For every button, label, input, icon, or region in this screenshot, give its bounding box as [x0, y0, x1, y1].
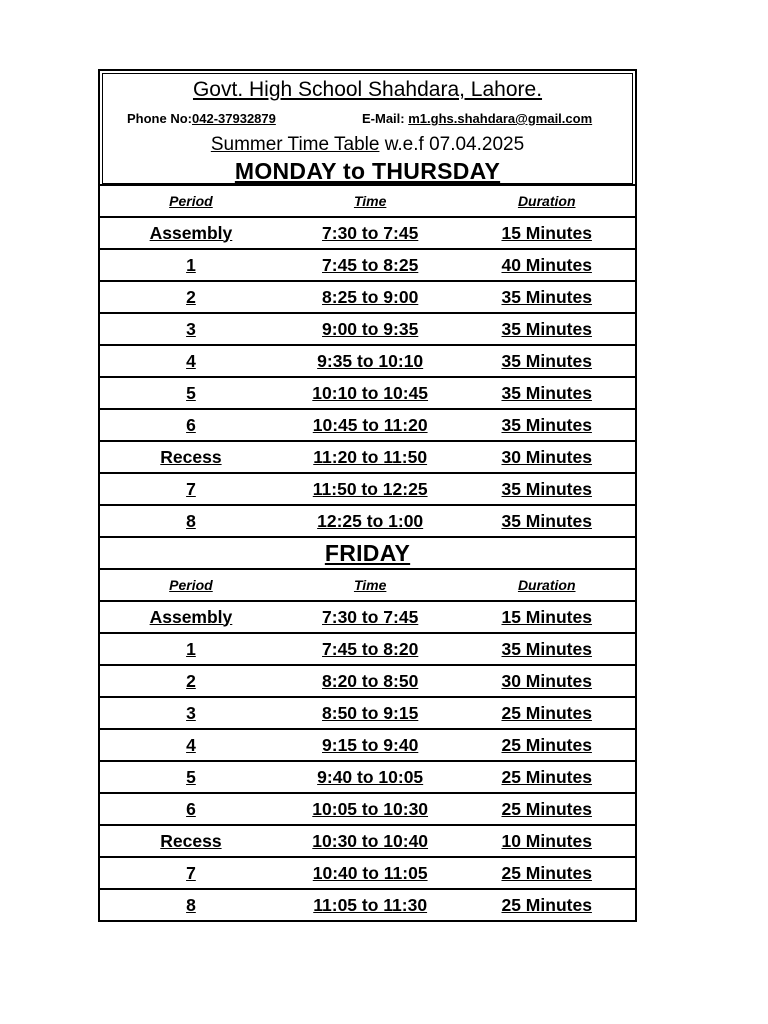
cell-time: 11:20 to 11:50	[282, 441, 459, 473]
cell-duration: 15 Minutes	[458, 217, 635, 249]
schedule-row	[100, 441, 635, 473]
schedule-row	[100, 633, 635, 665]
email-info	[362, 111, 592, 126]
cell-duration: 10 Minutes	[458, 825, 635, 857]
cell-period: Recess	[100, 825, 282, 857]
column-header-time: Time	[282, 569, 459, 601]
column-header-row	[100, 569, 635, 601]
cell-duration: 25 Minutes	[458, 761, 635, 793]
cell-period: Assembly	[100, 601, 282, 633]
cell-time: 10:40 to 11:05	[282, 857, 459, 889]
schedule-row	[100, 473, 635, 505]
cell-duration: 35 Minutes	[458, 345, 635, 377]
cell-period: 8	[100, 505, 282, 537]
column-header-duration: Duration	[458, 569, 635, 601]
timetable-subtitle	[103, 134, 632, 156]
cell-time: 11:50 to 12:25	[282, 473, 459, 505]
cell-period: 4	[100, 345, 282, 377]
timetable-header	[102, 73, 633, 184]
column-header-duration: Duration	[458, 185, 635, 217]
cell-duration: 15 Minutes	[458, 601, 635, 633]
schedule-row	[100, 889, 635, 920]
cell-time: 9:15 to 9:40	[282, 729, 459, 761]
column-header-row	[100, 185, 635, 217]
cell-period: 6	[100, 409, 282, 441]
schedule-row	[100, 697, 635, 729]
cell-duration: 35 Minutes	[458, 377, 635, 409]
cell-duration: 35 Minutes	[458, 409, 635, 441]
cell-period: 2	[100, 281, 282, 313]
cell-duration: 25 Minutes	[458, 793, 635, 825]
schedule-row	[100, 409, 635, 441]
days-title: MONDAY to THURSDAY	[234, 158, 501, 184]
cell-duration: 35 Minutes	[458, 633, 635, 665]
cell-duration: 40 Minutes	[458, 249, 635, 281]
cell-period: Assembly	[100, 217, 282, 249]
schedule-row	[100, 313, 635, 345]
cell-duration: 25 Minutes	[458, 889, 635, 920]
phone-label: Phone No:	[127, 111, 192, 126]
cell-time: 8:25 to 9:00	[282, 281, 459, 313]
cell-duration: 35 Minutes	[458, 281, 635, 313]
cell-time: 9:35 to 10:10	[282, 345, 459, 377]
schedule-row	[100, 601, 635, 633]
cell-duration: 25 Minutes	[458, 697, 635, 729]
schedule-row	[100, 281, 635, 313]
schedule-row	[100, 377, 635, 409]
cell-time: 10:30 to 10:40	[282, 825, 459, 857]
cell-time: 11:05 to 11:30	[282, 889, 459, 920]
cell-period: 8	[100, 889, 282, 920]
schedule-row	[100, 217, 635, 249]
cell-period: 7	[100, 473, 282, 505]
school-name: Govt. High School Shahdara, Lahore.	[192, 78, 543, 101]
cell-duration: 25 Minutes	[458, 857, 635, 889]
schedule-row	[100, 761, 635, 793]
schedule-row	[100, 665, 635, 697]
timetable-sheet	[98, 69, 637, 922]
phone-number: 042-37932879	[192, 111, 276, 126]
cell-duration: 35 Minutes	[458, 473, 635, 505]
schedule-table	[100, 184, 635, 920]
schedule-row	[100, 345, 635, 377]
cell-period: 1	[100, 249, 282, 281]
subtitle-date: w.e.f 07.04.2025	[379, 134, 525, 155]
schedule-row	[100, 505, 635, 537]
friday-title-row	[100, 537, 635, 569]
column-header-period: Period	[100, 569, 282, 601]
cell-time: 9:00 to 9:35	[282, 313, 459, 345]
cell-period: 2	[100, 665, 282, 697]
cell-time: 7:45 to 8:25	[282, 249, 459, 281]
cell-time: 7:30 to 7:45	[282, 601, 459, 633]
cell-time: 10:10 to 10:45	[282, 377, 459, 409]
friday-schedule	[100, 569, 635, 920]
subtitle-main: Summer Time Table	[210, 134, 380, 155]
cell-period: 3	[100, 313, 282, 345]
cell-period: 6	[100, 793, 282, 825]
cell-time: 8:50 to 9:15	[282, 697, 459, 729]
schedule-row	[100, 729, 635, 761]
friday-title: FRIDAY	[100, 537, 635, 569]
schedule-row	[100, 249, 635, 281]
cell-time: 12:25 to 1:00	[282, 505, 459, 537]
schedule-row	[100, 857, 635, 889]
column-header-period: Period	[100, 185, 282, 217]
cell-time: 9:40 to 10:05	[282, 761, 459, 793]
email-address: m1.ghs.shahdara@gmail.com	[408, 111, 593, 126]
cell-time: 10:45 to 11:20	[282, 409, 459, 441]
cell-duration: 35 Minutes	[458, 505, 635, 537]
schedule-row	[100, 793, 635, 825]
schedule-row	[100, 825, 635, 857]
column-header-time: Time	[282, 185, 459, 217]
cell-duration: 25 Minutes	[458, 729, 635, 761]
cell-period: 3	[100, 697, 282, 729]
cell-duration: 35 Minutes	[458, 313, 635, 345]
mon-thu-schedule	[100, 185, 635, 537]
phone-info	[127, 111, 276, 126]
cell-duration: 30 Minutes	[458, 441, 635, 473]
email-label: E-Mail:	[362, 111, 409, 126]
cell-duration: 30 Minutes	[458, 665, 635, 697]
friday-section	[100, 537, 635, 569]
cell-time: 8:20 to 8:50	[282, 665, 459, 697]
cell-period: 7	[100, 857, 282, 889]
cell-time: 7:45 to 8:20	[282, 633, 459, 665]
cell-period: 5	[100, 377, 282, 409]
cell-period: 5	[100, 761, 282, 793]
cell-time: 10:05 to 10:30	[282, 793, 459, 825]
cell-period: 1	[100, 633, 282, 665]
cell-time: 7:30 to 7:45	[282, 217, 459, 249]
cell-period: Recess	[100, 441, 282, 473]
cell-period: 4	[100, 729, 282, 761]
